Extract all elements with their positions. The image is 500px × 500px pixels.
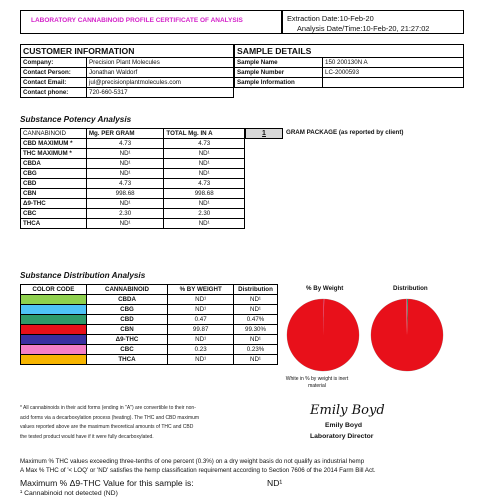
table-row (21, 295, 278, 305)
footnote-line: values reported above are the maximum theoretical amounts of THC and CBD (20, 424, 194, 431)
report-title: LABORATORY CANNABINOID PROFILE CERTIFICATE OF ANALYSIS (31, 17, 243, 24)
table-row (21, 149, 245, 159)
dist-cannabinoid: CBN (86, 325, 168, 335)
table-row (21, 209, 245, 219)
dist-col-weight: % BY WEIGHT (168, 285, 234, 295)
customer-value: Precision Plant Molecules (87, 58, 234, 68)
table-row (21, 88, 234, 98)
potency-total: ND¹ (164, 149, 245, 159)
potency-total: ND¹ (164, 219, 245, 229)
customer-label: Contact phone: (21, 88, 87, 98)
dist-weight: ND¹ (168, 355, 234, 365)
pie-distribution-title: Distribution (393, 285, 428, 292)
dist-weight: ND¹ (168, 335, 234, 345)
color-swatch (21, 325, 87, 335)
potency-cannabinoid: Δ9-THC (21, 199, 87, 209)
potency-mg-per-gram: 4.73 (86, 179, 164, 189)
sample-value (323, 78, 464, 88)
dist-col-color: COLOR CODE (21, 285, 87, 295)
potency-total: 4.73 (164, 139, 245, 149)
dist-distribution: 99.30% (234, 325, 278, 335)
potency-heading: Substance Potency Analysis (20, 115, 132, 124)
potency-table (20, 128, 245, 229)
dist-cannabinoid: THCA (86, 355, 168, 365)
dist-col-cannabinoid: CANNABINOID (86, 285, 168, 295)
dist-weight: 99.87 (168, 325, 234, 335)
potency-total: ND¹ (164, 159, 245, 169)
customer-value: 720-660-5317 (87, 88, 234, 98)
dist-weight: 0.47 (168, 315, 234, 325)
table-row (21, 58, 234, 68)
signature-role: Laboratory Director (310, 433, 374, 440)
max-thc-value: ND¹ (267, 478, 283, 488)
potency-total: 4.73 (164, 179, 245, 189)
dist-weight: ND¹ (168, 295, 234, 305)
package-qty-box (245, 128, 283, 139)
color-swatch (21, 305, 87, 315)
table-row (21, 315, 278, 325)
table-row (21, 219, 245, 229)
potency-total: 998.68 (164, 189, 245, 199)
nd-note: ¹ Cannabinoid not detected (ND) (20, 490, 118, 497)
potency-col-mg: Mg. PER GRAM (86, 129, 164, 139)
potency-mg-per-gram: ND¹ (86, 199, 164, 209)
potency-mg-per-gram: ND¹ (86, 159, 164, 169)
table-row (21, 325, 278, 335)
dist-distribution: ND¹ (234, 335, 278, 345)
footnote-line: the tested product would have if it were fully decarboxylated. (20, 433, 154, 440)
footnote (20, 404, 290, 442)
potency-cannabinoid: CBC (21, 209, 87, 219)
potency-total: ND¹ (164, 199, 245, 209)
potency-mg-per-gram: 2.30 (86, 209, 164, 219)
table-row (21, 78, 234, 88)
sample-label: Sample Number (235, 68, 323, 78)
pie-note: White in % by weight is inert material (285, 376, 349, 389)
table-row (21, 305, 278, 315)
potency-mg-per-gram: ND¹ (86, 149, 164, 159)
sample-label: Sample Name (235, 58, 323, 68)
customer-label: Contact Person: (21, 68, 87, 78)
table-row (21, 355, 278, 365)
table-row (235, 68, 464, 78)
pie-slice-cbn (287, 299, 359, 371)
potency-cannabinoid: THC MAXIMUM * (21, 149, 87, 159)
dist-cannabinoid: CBG (86, 305, 168, 315)
analysis-datetime: Analysis Date/Time:10-Feb-20, 21:27:02 (297, 24, 430, 33)
signature-name: Emily Boyd (325, 422, 363, 429)
dist-cannabinoid: CBD (86, 315, 168, 325)
sample-value: 150 200130N A (323, 58, 464, 68)
table-row (21, 159, 245, 169)
potency-col-cannabinoid: CANNABINOID (21, 129, 87, 139)
dist-weight: ND¹ (168, 305, 234, 315)
customer-value: Jonathan Waldorf (87, 68, 234, 78)
dist-distribution: ND¹ (234, 295, 278, 305)
dist-col-distribution: Distribution (234, 285, 278, 295)
sample-value: LC-2000593 (323, 68, 464, 78)
signature-script: Emily Boyd (310, 403, 385, 418)
report-title-box (20, 10, 282, 34)
potency-mg-per-gram: ND¹ (86, 219, 164, 229)
sample-heading: SAMPLE DETAILS (235, 45, 464, 58)
footnote-line: * All cannabinoids in their acid forms (ending in "A") are convertible to their non- (20, 405, 196, 411)
customer-label: Company: (21, 58, 87, 68)
distribution-table (20, 284, 278, 365)
customer-table (20, 44, 234, 98)
distribution-heading: Substance Distribution Analysis (20, 271, 146, 280)
pie-charts (280, 295, 480, 375)
dist-distribution: ND¹ (234, 355, 278, 365)
potency-total: ND¹ (164, 169, 245, 179)
table-row (21, 189, 245, 199)
potency-cannabinoid: CBG (21, 169, 87, 179)
pie-weight-title: % By Weight (306, 285, 344, 292)
extraction-date: Extraction Date:10-Feb-20 (287, 14, 374, 23)
potency-total: 2.30 (164, 209, 245, 219)
table-row (235, 78, 464, 88)
dist-distribution: 0.47% (234, 315, 278, 325)
potency-cannabinoid: CBD MAXIMUM * (21, 139, 87, 149)
dist-weight: 0.23 (168, 345, 234, 355)
potency-mg-per-gram: ND¹ (86, 169, 164, 179)
color-swatch (21, 335, 87, 345)
dist-distribution: 0.23% (234, 345, 278, 355)
table-row (21, 199, 245, 209)
customer-value: jul@precisionplantmolecules.com (87, 78, 234, 88)
hemp-note-1: Maximum % THC values exceeding three-tenths of one percent (0.3%) on a dry weight basis do not qualify as industrial hemp (20, 458, 365, 465)
potency-cannabinoid: CBDA (21, 159, 87, 169)
table-row (21, 139, 245, 149)
color-swatch (21, 355, 87, 365)
package-qty: 1 (262, 130, 266, 137)
dates-box (282, 10, 464, 34)
table-row (21, 169, 245, 179)
table-row (21, 68, 234, 78)
potency-mg-per-gram: 4.73 (86, 139, 164, 149)
customer-label: Contact Email: (21, 78, 87, 88)
dist-cannabinoid: CBDA (86, 295, 168, 305)
potency-cannabinoid: CBD (21, 179, 87, 189)
dist-distribution: ND¹ (234, 305, 278, 315)
customer-heading: CUSTOMER INFORMATION (21, 45, 234, 58)
color-swatch (21, 295, 87, 305)
dist-cannabinoid: Δ9-THC (86, 335, 168, 345)
package-label: GRAM PACKAGE (as reported by client) (286, 129, 404, 136)
table-row (21, 335, 278, 345)
sample-label: Sample Information (235, 78, 323, 88)
potency-col-total: TOTAL Mg. IN A (164, 129, 245, 139)
potency-mg-per-gram: 998.68 (86, 189, 164, 199)
table-row (21, 179, 245, 189)
hemp-note-2: A Max % THC of '< LOQ' or 'ND' satisfies the hemp classification requirement according to Section 7606 of the 2014 Farm Bill Act. (20, 467, 376, 474)
footnote-line: acid forms via a decarboxylation process (heating). The THC and CBD maximum (20, 414, 200, 421)
potency-cannabinoid: CBN (21, 189, 87, 199)
table-row (235, 58, 464, 68)
potency-cannabinoid: THCA (21, 219, 87, 229)
color-swatch (21, 315, 87, 325)
table-row (21, 345, 278, 355)
dist-cannabinoid: CBC (86, 345, 168, 355)
sample-table (234, 44, 464, 88)
color-swatch (21, 345, 87, 355)
max-thc-label: Maximum % Δ9-THC Value for this sample is: (20, 478, 194, 488)
